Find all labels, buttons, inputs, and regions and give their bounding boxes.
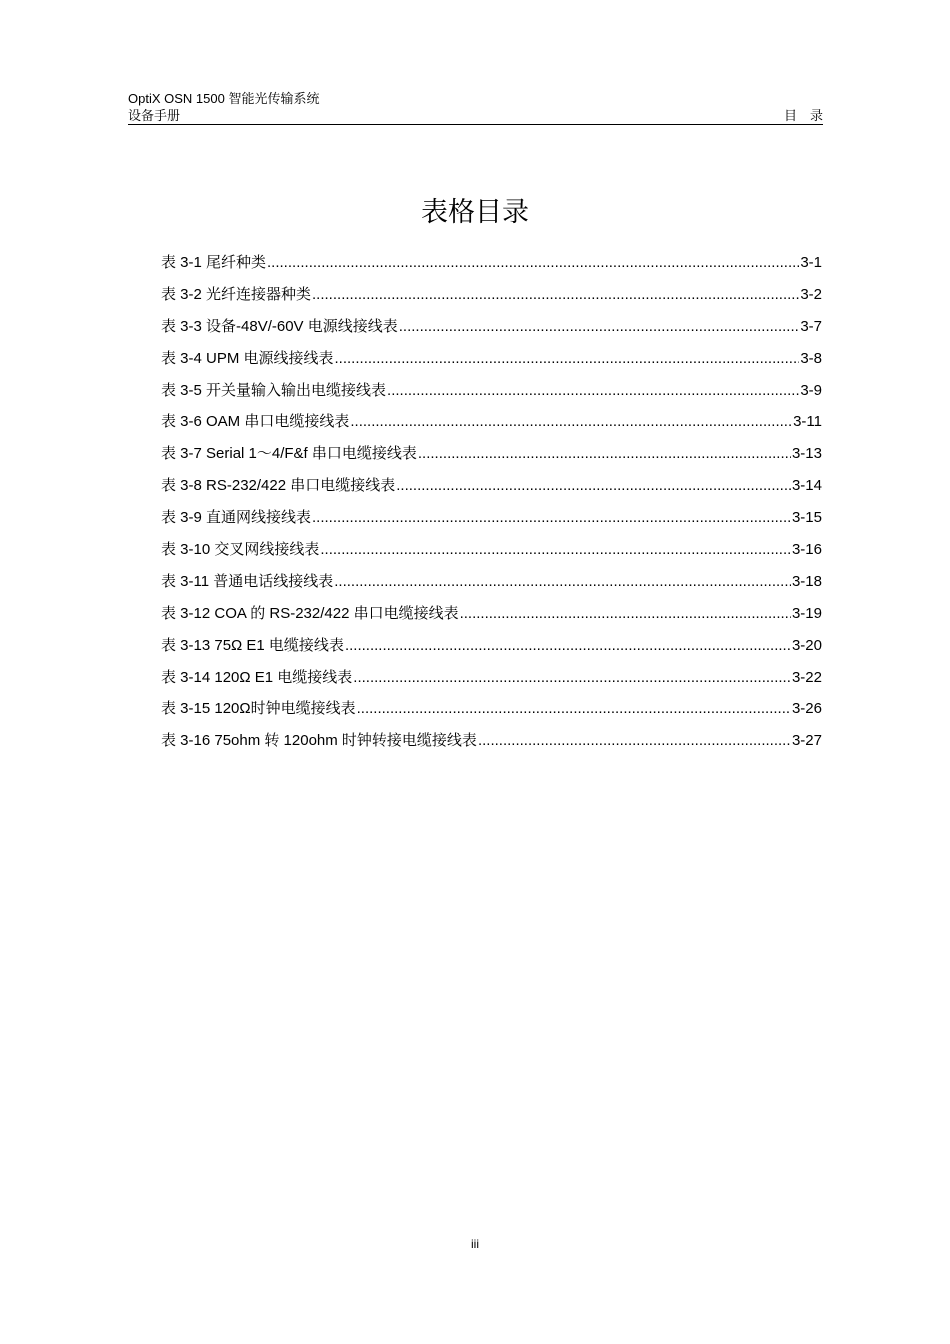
toc-dot-leader — [387, 380, 799, 402]
toc-entry[interactable] — [161, 730, 822, 762]
toc-dot-leader — [418, 443, 791, 465]
toc-entry[interactable] — [161, 571, 822, 603]
toc-dot-leader — [320, 539, 791, 561]
toc-entry[interactable] — [161, 698, 822, 730]
toc-entry-page[interactable]: 3-15 — [791, 509, 822, 527]
toc-entry-label[interactable]: 表 3-14 120Ω E1 电缆接线表 — [161, 668, 353, 686]
toc-entry-label[interactable]: 表 3-13 75Ω E1 电缆接线表 — [161, 636, 344, 654]
toc-entry-label[interactable]: 表 3-9 直通网线接线表 — [161, 509, 312, 527]
toc-entry-page[interactable]: 3-2 — [800, 285, 822, 303]
toc-entry-page[interactable]: 3-19 — [791, 604, 822, 622]
toc-dot-leader — [460, 603, 791, 625]
header-product-name: OptiX OSN 1500 智能光传输系统 — [128, 91, 320, 106]
toc-entry-label[interactable]: 表 3-15 120Ω时钟电缆接线表 — [161, 700, 356, 718]
page-title: 表格目录 — [421, 197, 529, 227]
page-number: iii — [471, 1237, 479, 1251]
toc-dot-leader — [478, 730, 791, 752]
toc-entry-page[interactable]: 3-27 — [791, 732, 822, 750]
toc-entry-label[interactable]: 表 3-12 COA 的 RS-232/422 串口电缆接线表 — [161, 604, 459, 622]
toc-entry-page[interactable]: 3-13 — [791, 445, 822, 463]
toc-dot-leader — [312, 284, 799, 306]
toc-dot-leader — [357, 698, 791, 720]
toc-entry-label[interactable]: 表 3-10 交叉网线接线表 — [161, 541, 320, 559]
toc-dot-leader — [267, 252, 799, 274]
toc-entry-label[interactable]: 表 3-1 尾纤种类 — [161, 254, 267, 271]
toc-entry-page[interactable]: 3-1 — [800, 254, 822, 271]
toc-entry-page[interactable]: 3-14 — [791, 477, 822, 495]
toc-entry[interactable] — [161, 539, 822, 571]
toc-entry-page[interactable]: 3-11 — [793, 413, 822, 431]
toc-entry-label[interactable]: 表 3-2 光纤连接器种类 — [161, 285, 312, 303]
toc-entry-label[interactable]: 表 3-4 UPM 电源线接线表 — [161, 349, 334, 367]
toc-entry[interactable] — [161, 667, 822, 699]
header-section-name: 目 录 — [783, 108, 823, 123]
toc-entry-label[interactable]: 表 3-16 75ohm 转 120ohm 时钟转接电缆接线表 — [161, 732, 477, 750]
toc-dot-leader — [345, 635, 791, 657]
toc-dot-leader — [396, 475, 791, 497]
toc-entry-page[interactable]: 3-9 — [800, 381, 822, 399]
header-divider — [128, 124, 823, 125]
toc-entry-page[interactable]: 3-26 — [791, 700, 822, 718]
toc-entry[interactable] — [161, 411, 822, 443]
toc-entry[interactable] — [161, 284, 822, 316]
toc-entry-label[interactable]: 表 3-7 Serial 1～4/F&f 串口电缆接线表 — [161, 445, 417, 463]
table-of-tables — [161, 252, 822, 762]
toc-entry[interactable] — [161, 380, 822, 412]
toc-entry-page[interactable]: 3-8 — [800, 349, 822, 367]
toc-dot-leader — [312, 507, 791, 529]
toc-entry-label[interactable]: 表 3-3 设备-48V/-60V 电源线接线表 — [161, 317, 398, 335]
toc-entry-page[interactable]: 3-7 — [800, 317, 822, 335]
toc-entry-label[interactable]: 表 3-11 普通电话线接线表 — [161, 572, 334, 590]
page-header — [128, 90, 823, 124]
toc-entry-page[interactable]: 3-16 — [791, 541, 822, 559]
toc-entry[interactable] — [161, 475, 822, 507]
header-row — [128, 107, 823, 124]
toc-entry[interactable] — [161, 252, 822, 284]
toc-entry[interactable] — [161, 507, 822, 539]
toc-dot-leader — [334, 571, 791, 593]
toc-entry-label[interactable]: 表 3-5 开关量输入输出电缆接线表 — [161, 381, 387, 399]
toc-dot-leader — [399, 316, 800, 338]
toc-entry[interactable] — [161, 316, 822, 348]
toc-entry-label[interactable]: 表 3-8 RS-232/422 串口电缆接线表 — [161, 477, 396, 495]
toc-entry[interactable] — [161, 635, 822, 667]
toc-entry[interactable] — [161, 443, 822, 475]
toc-entry-page[interactable]: 3-20 — [791, 636, 822, 654]
toc-entry-page[interactable]: 3-22 — [791, 668, 822, 686]
toc-dot-leader — [353, 667, 791, 689]
toc-dot-leader — [335, 348, 800, 370]
header-manual-name: 设备手册 — [128, 108, 181, 123]
toc-entry-label[interactable]: 表 3-6 OAM 串口电缆接线表 — [161, 413, 350, 431]
toc-entry[interactable] — [161, 603, 822, 635]
toc-dot-leader — [350, 411, 792, 433]
toc-entry[interactable] — [161, 348, 822, 380]
toc-entry-page[interactable]: 3-18 — [791, 572, 822, 590]
